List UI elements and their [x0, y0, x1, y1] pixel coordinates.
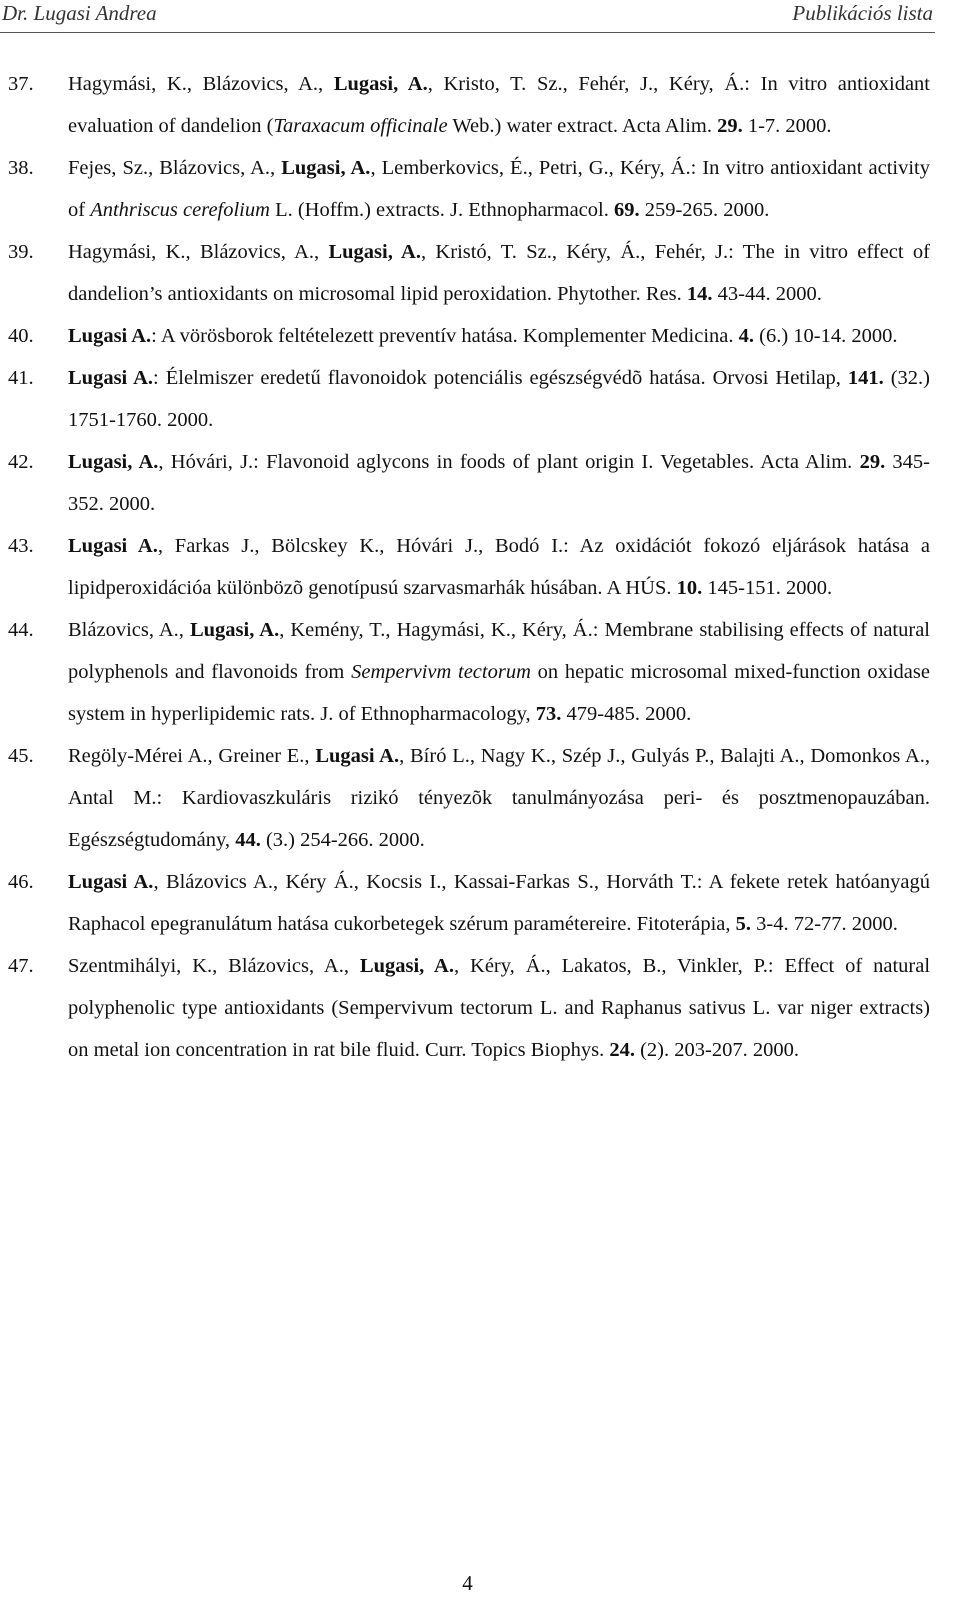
reference-text: , Kristó, T. Sz., Kéry, Á., Fehér, J.: The in vitro effect of dandelion’s antioxidants on microsomal lipid peroxidation. Phytother. Res. [68, 241, 930, 305]
reference-item [0, 147, 930, 231]
reference-text: Lugasi A. [68, 367, 154, 389]
reference-text: Lugasi, A. [328, 241, 421, 263]
reference-item [0, 231, 930, 315]
reference-list [0, 63, 930, 1071]
reference-text: (6.) 10-14. 2000. [754, 325, 898, 347]
reference-item [0, 945, 930, 1071]
reference-text: on hepatic microsomal mixed-function oxidase system in hyperlipidemic rats. J. of Ethnopharmacology, [68, 661, 930, 725]
reference-text: Hagymási, K., Blázovics, A., [68, 73, 334, 95]
reference-text: Fejes, Sz., Blázovics, A., [68, 157, 282, 179]
reference-text: Sempervivm tectorum [351, 661, 531, 683]
reference-text: L. (Hoffm.) extracts. J. Ethnopharmacol. [269, 199, 614, 221]
reference-number: 45. [8, 745, 34, 767]
reference-text: : A vörösborok feltételezett preventív hatása. Komplementer Medicina. [151, 325, 739, 347]
header-author: Dr. Lugasi Andrea [2, 1, 157, 25]
reference-text: 24. [609, 1039, 635, 1061]
page-header [0, 0, 935, 30]
reference-text: 10. [676, 577, 703, 599]
reference-item [0, 861, 930, 945]
reference-text: Regöly-Mérei A., Greiner E., [68, 745, 316, 767]
reference-text: (32.) 1751-1760. 2000. [68, 367, 931, 431]
reference-text: 259-265. 2000. [639, 199, 770, 221]
reference-text: : Élelmiszer eredetű flavonoidok potenciális egészségvédõ hatása. Orvosi Hetilap, [153, 367, 848, 389]
reference-number: 42. [8, 451, 34, 473]
reference-text: Lugasi, A. [68, 451, 159, 473]
reference-text: Taraxacum officinale [273, 115, 448, 137]
reference-number: 39. [8, 241, 34, 263]
reference-item [0, 63, 930, 147]
reference-item [0, 441, 930, 525]
reference-item [0, 525, 930, 609]
reference-text: Hagymási, K., Blázovics, A., [68, 241, 329, 263]
reference-text: , Kéry, Á., Lakatos, B., Vinkler, P.: Effect of natural polyphenolic type antioxidants (Sempervivum tectorum L. and Raphanus sativus L. var niger extracts) on metal ion concentration in rat bile fluid. Curr. Topics Biophys. [68, 955, 931, 1061]
reference-text: 1-7. 2000. [742, 115, 832, 137]
reference-text: , Lemberkovics, É., Petri, G., Kéry, Á.: In vitro antioxidant activity of [68, 157, 930, 221]
header-doc-title: Publikációs lista [792, 1, 933, 25]
reference-text: , Farkas J., Bölcskey K., Hóvári J., Bodó I.: Az oxidációt fokozó eljárások hatása a lipidperoxidációa különbözõ genotípusú szarvasmarhák húsában. A HÚS. [68, 535, 931, 599]
reference-item [0, 735, 930, 861]
reference-text: Lugasi, A. [359, 955, 454, 977]
reference-text: , Kristo, T. Sz., Fehér, J., Kéry, Á.: In vitro antioxidant evaluation of dandelion ( [68, 73, 930, 137]
reference-text: Anthriscus cerefolium [90, 199, 270, 221]
reference-number: 38. [8, 157, 34, 179]
reference-text: Lugasi, A. [189, 619, 280, 641]
reference-text: 479-485. 2000. [561, 703, 692, 725]
reference-text: 14. [686, 283, 713, 305]
reference-text: 44. [235, 829, 261, 851]
reference-text: 141. [847, 367, 884, 389]
reference-text: (3.) 254-266. 2000. [260, 829, 425, 851]
reference-text: 29. [717, 115, 743, 137]
reference-number: 44. [8, 619, 34, 641]
reference-text: , Blázovics A., Kéry Á., Kocsis I., Kassai-Farkas S., Horváth T.: A fekete retek hatóanyagú Raphacol epegranulátum hatása cukorbetegek szérum paramétereire. Fitoterápia, [68, 871, 931, 935]
reference-number: 37. [8, 73, 34, 95]
reference-text: Lugasi A. [68, 325, 152, 347]
reference-number: 43. [8, 535, 34, 557]
reference-item [0, 357, 930, 441]
reference-text: 5. [735, 913, 752, 935]
reference-text: 69. [613, 199, 640, 221]
reference-text: 345-352. 2000. [68, 451, 931, 515]
reference-item [0, 315, 930, 357]
reference-text: Blázovics, A., [68, 619, 190, 641]
reference-number: 46. [8, 871, 34, 893]
reference-text: Lugasi, A. [333, 73, 428, 95]
reference-text: Lugasi A. [68, 871, 154, 893]
reference-text: , Kemény, T., Hagymási, K., Kéry, Á.: Membrane stabilising effects of natural polyphenols and flavonoids from [68, 619, 930, 683]
reference-text: 43-44. 2000. [712, 283, 822, 305]
reference-number: 41. [8, 367, 34, 389]
reference-text: 29. [859, 451, 886, 473]
reference-text: 4. [738, 325, 755, 347]
reference-text: 73. [535, 703, 562, 725]
reference-text: Lugasi A. [68, 535, 158, 557]
reference-text: (2). 203-207. 2000. [634, 1039, 799, 1061]
reference-number: 40. [8, 325, 34, 347]
reference-text: 3-4. 72-77. 2000. [751, 913, 898, 935]
reference-text: Szentmihályi, K., Blázovics, A., [68, 955, 360, 977]
header-rule [0, 32, 935, 33]
reference-text: 145-151. 2000. [702, 577, 833, 599]
reference-text: , Hóvári, J.: Flavonoid aglycons in foods of plant origin I. Vegetables. Acta Alim. [158, 451, 860, 473]
reference-text: , Bíró L., Nagy K., Szép J., Gulyás P., Balajti A., Domonkos A., Antal M.: Kardiovaszkuláris rizikó tényezõk tanulmányozása peri- és posztmenopauzában. Egészségtudomány, [68, 745, 931, 851]
reference-item [0, 609, 930, 735]
reference-text: Lugasi A. [315, 745, 400, 767]
reference-text: Web.) water extract. Acta Alim. [447, 115, 718, 137]
reference-number: 47. [8, 955, 34, 977]
page-number: 4 [462, 1571, 473, 1595]
reference-text: Lugasi, A. [281, 157, 371, 179]
